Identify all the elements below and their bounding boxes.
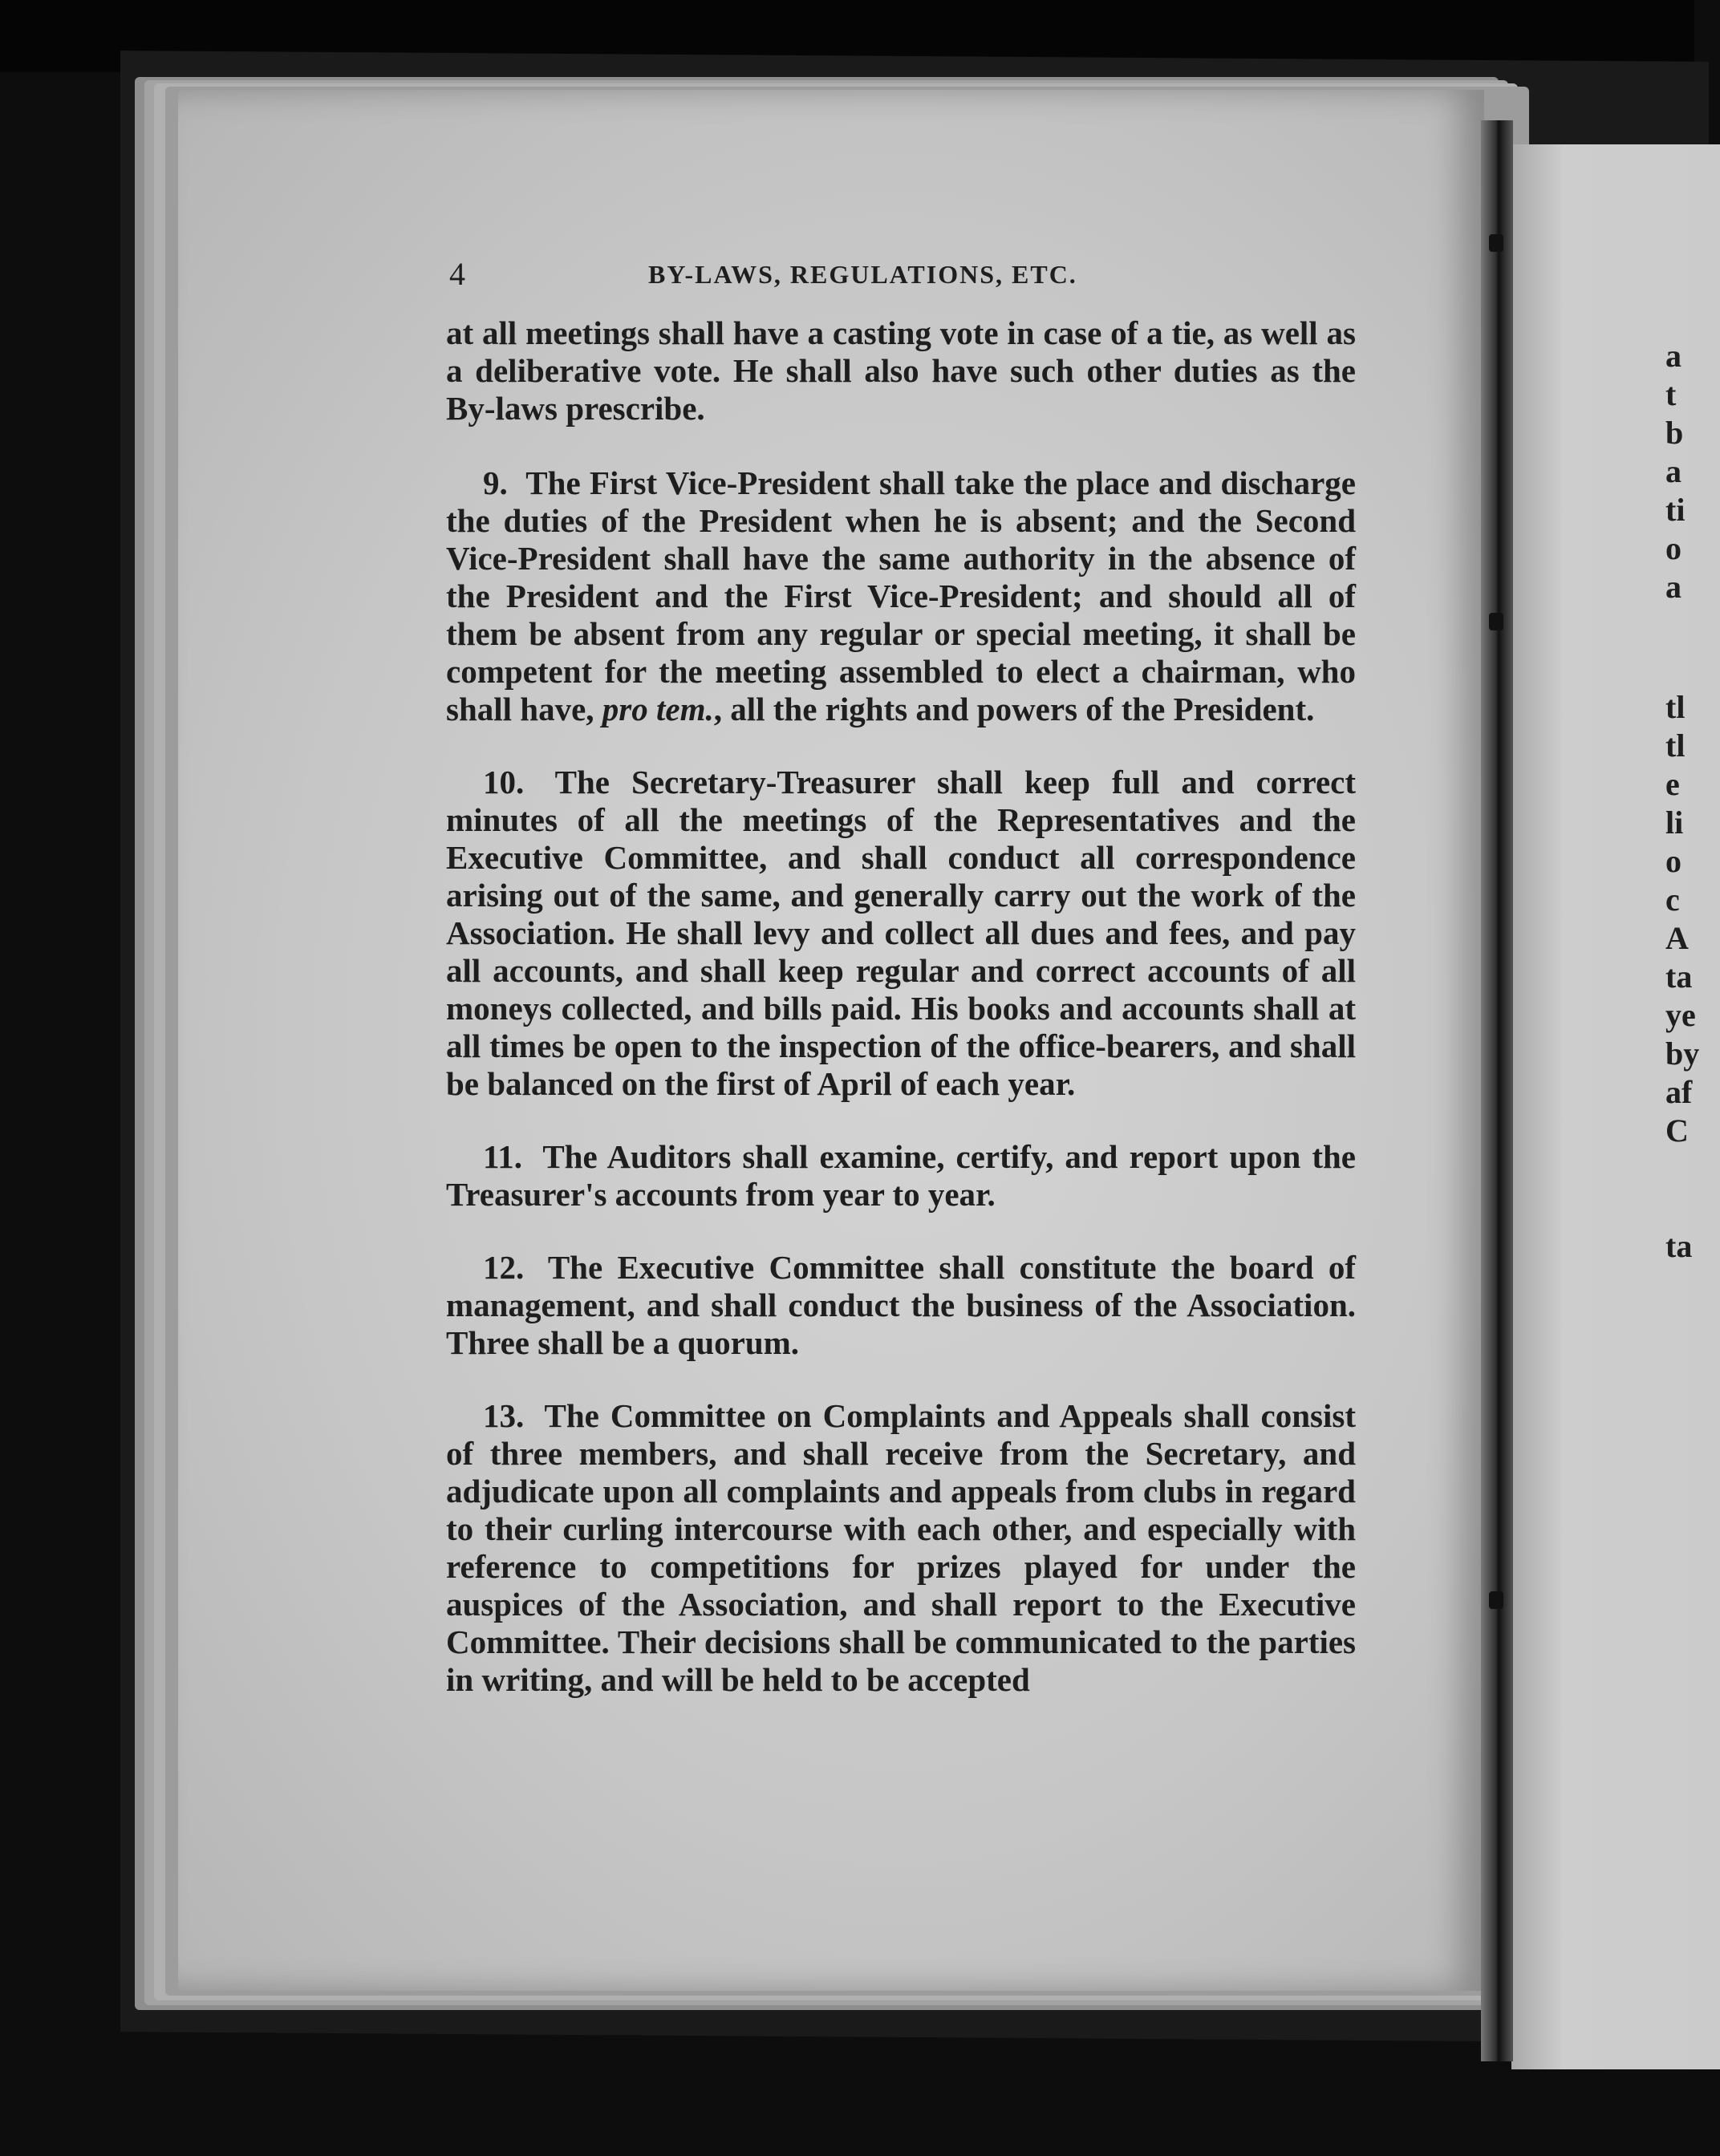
paragraph-text: at all meetings shall have a casting vote in case of a tie, as well as a deliberative vote. He shall also have such other duties as the By-laws prescribe. bbox=[446, 314, 1356, 427]
binding-stitch-icon bbox=[1489, 234, 1503, 252]
right-page-fragment: a bbox=[1665, 569, 1681, 605]
paragraph-continued bbox=[446, 314, 1356, 428]
paragraph-text: The Executive Committee shall constitute the board of management, and shall conduct the business of the Association. Three shall be a quorum. bbox=[446, 1249, 1356, 1361]
right-page-fragment: e bbox=[1665, 766, 1680, 802]
paragraph-number: 12. bbox=[483, 1249, 525, 1286]
paragraph-9 bbox=[446, 464, 1356, 728]
paragraph-number: 13. bbox=[483, 1397, 525, 1434]
binding-stitch-icon bbox=[1489, 1591, 1503, 1609]
right-page-fragment: ta bbox=[1665, 1228, 1693, 1264]
right-page-fragment: A bbox=[1665, 920, 1689, 956]
paragraph-11 bbox=[446, 1138, 1356, 1214]
paragraph-10 bbox=[446, 764, 1356, 1103]
right-page-fragment: a bbox=[1665, 453, 1681, 489]
right-page-fragment: ta bbox=[1665, 958, 1693, 995]
italic-term: pro tem. bbox=[602, 691, 714, 727]
right-page-fragment: b bbox=[1665, 415, 1684, 451]
paragraph-number: 10. bbox=[483, 764, 525, 800]
right-page-fragment: a bbox=[1665, 338, 1681, 374]
paragraph-number: 11. bbox=[483, 1138, 522, 1175]
right-page-fragment: ye bbox=[1665, 997, 1696, 1033]
paragraph-12 bbox=[446, 1249, 1356, 1362]
right-page-fragment: tl bbox=[1665, 727, 1686, 764]
right-page-fragment: t bbox=[1665, 376, 1677, 412]
right-page-fragment: af bbox=[1665, 1074, 1693, 1110]
right-page-fragment: C bbox=[1665, 1112, 1689, 1149]
right-page-fragment: o bbox=[1665, 530, 1681, 566]
right-page-fragment: li bbox=[1665, 804, 1684, 841]
paragraph-13 bbox=[446, 1397, 1356, 1699]
paragraph-text: The Auditors shall examine, certify, and report upon the Treasurer's accounts from year to year. bbox=[446, 1138, 1356, 1213]
right-page-fragment: tl bbox=[1665, 689, 1686, 725]
page-content bbox=[446, 255, 1356, 1734]
paragraph-text: The Committee on Complaints and Appeals shall consist of three members, and shall receive from the Secretary, and adjudicate upon all complaints and appeals from clubs in regard to their curling intercourse with each other, and especially with reference to competitions for prizes played for under the auspices of the Association, and shall report to the Executive Committee. Their decisions shall be communicated to the parties in writing, and will be held to be accepted bbox=[446, 1397, 1356, 1698]
right-page-fragment: o bbox=[1665, 843, 1681, 879]
paragraph-text: The Secretary-Treasurer shall keep full and correct minutes of all the meetings of the Representatives and the Executive Committee, and shall conduct all correspondence arising out of the same, and generally carry out the work of the Association. He shall levy and collect all dues and fees, and pay all accounts, and shall keep regular and correct accounts of all moneys collected, and bills paid. His books and accounts shall at all times be open to the inspection of the office-bearers, and shall be balanced on the first of April of each year. bbox=[446, 764, 1356, 1102]
right-page-fragment: c bbox=[1665, 881, 1680, 918]
paragraph-text: The First Vice-President shall take the place and discharge the duties of the President when he is absent; and the Second Vice-President shall have the same authority in the absence of the President and the First Vice-President; and should all of them be absent from any regular or special meeting, it shall be competent for the meeting assembled to elect a chairman, who shall have, bbox=[446, 464, 1356, 727]
page-number: 4 bbox=[449, 256, 465, 292]
paragraph-text: , all the rights and powers of the President. bbox=[713, 691, 1315, 727]
right-page-fragment: ti bbox=[1665, 492, 1686, 528]
binding-stitch-icon bbox=[1489, 613, 1503, 630]
running-head bbox=[446, 255, 1356, 303]
book-gutter bbox=[1481, 120, 1513, 2061]
right-page-fragment: by bbox=[1665, 1035, 1700, 1072]
paragraph-number: 9. bbox=[483, 464, 508, 501]
running-title: BY-LAWS, REGULATIONS, ETC. bbox=[648, 260, 1077, 289]
